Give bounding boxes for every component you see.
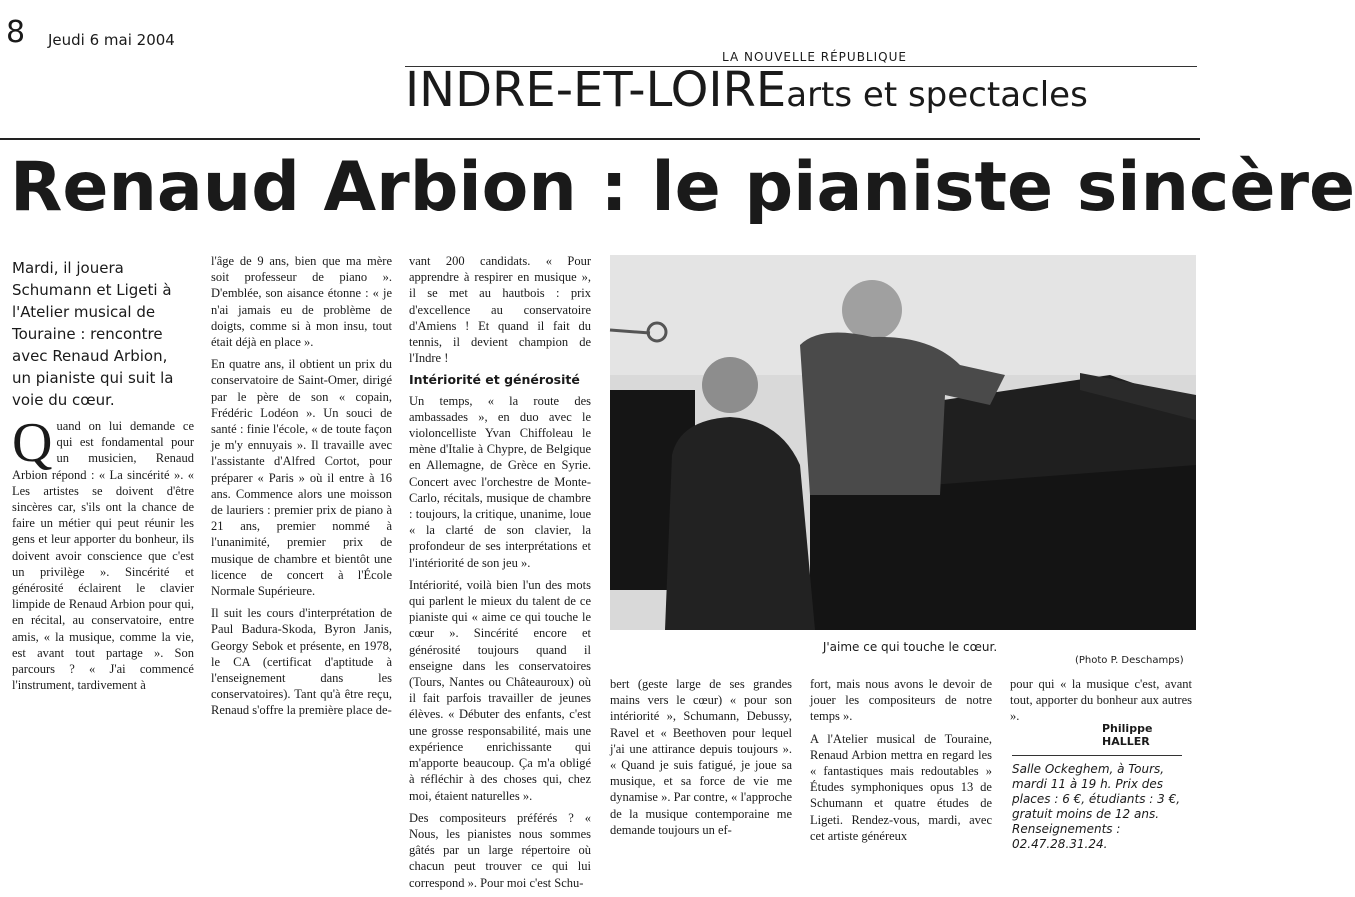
article-column-3: [409, 253, 591, 897]
paragraph: pour qui « la musique c'est, avant tout, apporter du bonheur aux autres ».: [1010, 677, 1192, 724]
paragraph: Des compositeurs préférés ? « Nous, les pianistes nous sommes gâtés par un large répertoire où chacun peut trouver ce qui lui correspond ». Pour moi c'est Schu-: [409, 810, 591, 890]
article-column-2: [211, 253, 392, 725]
paragraph: Il suit les cours d'interprétation de Paul Badura-Skoda, Byron Janis, Georgy Sebok et présente, en 1978, le CA (certificat d'aptitude à l'enseignement dans les conservatoires). Tant qu'à être reçu, Renaud s'offre la première place de-: [211, 606, 392, 718]
photo-credit: (Photo P. Deschamps): [1075, 655, 1184, 666]
paragraph: A l'Atelier musical de Touraine, Renaud Arbion mettra en regard les « fantastiques mais redoutables » Études symphoniques opus 13 de Schumann et quatre études de Ligeti. Rendez-vous, mardi, avec cet artiste généreux: [810, 731, 992, 843]
photo-illustration: [610, 255, 1196, 630]
section-rule: [0, 138, 1200, 140]
page-number: 8: [6, 15, 26, 50]
event-info: Salle Ockeghem, à Tours, mardi 11 à 19 h. Prix des places : 6 €, étudiants : 3 €, gratuit moins de 12 ans. Renseignements : 02.47.28.31.24.: [1012, 762, 1181, 851]
paragraph: bert (geste large de ses grandes mains vers le cœur) « pour son intériorité », Schumann, Debussy, Ravel et « Beethoven pour lequel j'ai une attirance depuis toujours ». « Quand je suis fatigué, je joue sa musique, et sa force de vie me dynamise ». Par contre, « l'approche de la musique contemporaine me demande toujours un ef-: [610, 677, 792, 837]
paragraph: Un temps, « la route des ambassades », en duo avec le violoncelliste Yvan Chiffoleau le mène d'Italie à Chypre, de Belgique en Allemagne, de Grèce en Syrie. Concert avec l'orchestre de Monte-Carlo, récitals, musique de chambre : toujours, la critique, unanime, loue « la clarté de son clavier, la profondeur de ses interprétations et l'intériorité de son jeu ».: [409, 393, 591, 570]
section-title: [405, 62, 1088, 118]
issue-date: Jeudi 6 mai 2004: [48, 31, 175, 49]
article-column-1: [12, 412, 194, 693]
section-subtitle: arts et spectacles: [786, 75, 1088, 115]
paragraph: vant 200 candidats. « Pour apprendre à respirer en musique », il se met au hautbois : prix d'excellence au conservatoire d'Amiens ! Et quand il fait du tennis, il devient champion de l'Indre !: [409, 254, 591, 366]
paragraph: En quatre ans, il obtient un prix du conservatoire de Saint-Omer, dirigé par le père de son « copain, Frédéric Lodéon ». Un souci de santé : finie l'école, « de toute façon je m'y ennuyais ». Il travaille avec l'assistante d'Alfred Cortot, pour préparer « Paris » où il entre à 16 ans. Commence alors une moisson de lauriers : premier prix de piano à 21 ans, premier nommé à l'unanimité, premier prix de musique de chambre et bientôt une licence de concert à l'École Normale Supérieure.: [211, 357, 392, 599]
section-name: INDRE-ET-LOIRE: [405, 62, 787, 118]
paragraph: fort, mais nous avons le devoir de jouer les compositeurs de notre temps ».: [810, 677, 992, 724]
column-1-text: uand on lui demande ce qui est fondamental pour un musicien, Renaud Arbion répond : « La sincérité ». « Les artistes se doivent d'être sincères car, s'ils ont la chance de faire un métier qui peut réunir les gens et leur apporter du bonheur, ils doivent avoir conscience que c'est un privilège ». Sincérité et générosité éclairent le clavier limpide de Renaud Arbion pour qui, en récital, au conservatoire, entre amis, « la musique, comme la vie, est avant tout partage ». Son parcours ? « J'ai commencé l'instrument, tardivement à: [12, 419, 194, 693]
article-column-4: [610, 676, 792, 844]
photo-caption: J'aime ce qui touche le cœur.: [822, 640, 998, 654]
newspaper-name: LA NOUVELLE RÉPUBLIQUE: [722, 50, 907, 64]
article-column-5: [810, 676, 992, 850]
paragraph: l'âge de 9 ans, bien que ma mère soit professeur de piano ». D'emblée, son aisance étonne : « je n'ai jamais eu de problème de doigts, comme si à mon insu, tout était déjà en place ».: [211, 254, 392, 350]
article-lead: Mardi, il jouera Schumann et Ligeti à l'Atelier musical de Touraine : rencontre avec Renaud Arbion, un pianiste qui suit la voie du cœur.: [12, 259, 174, 409]
drop-cap: Q: [12, 412, 53, 474]
author-signature: Philippe HALLER: [1102, 722, 1153, 748]
article-photo: [610, 255, 1196, 630]
paragraph: Intériorité, voilà bien l'un des mots qui parlent le mieux du talent de ce pianiste qui « aime ce qui touche le cœur ». Sincérité encore et générosité toujours quand il enseigne dans les conservatoires (Tours, Nantes ou Châteauroux) où il fait parfois travailler de jeunes élèves. « Débuter des enfants, c'est une grosse responsabilité, mais une expérience enrichissante qui m'apporte beaucoup. Ça m'a obligé à réfléchir à des choses qui, chez moi, étaient naturelles ».: [409, 577, 591, 803]
article-headline: Renaud Arbion : le pianiste sincère: [10, 148, 1355, 227]
info-rule: [1012, 755, 1182, 756]
subheading: Intériorité et générosité: [409, 372, 580, 388]
